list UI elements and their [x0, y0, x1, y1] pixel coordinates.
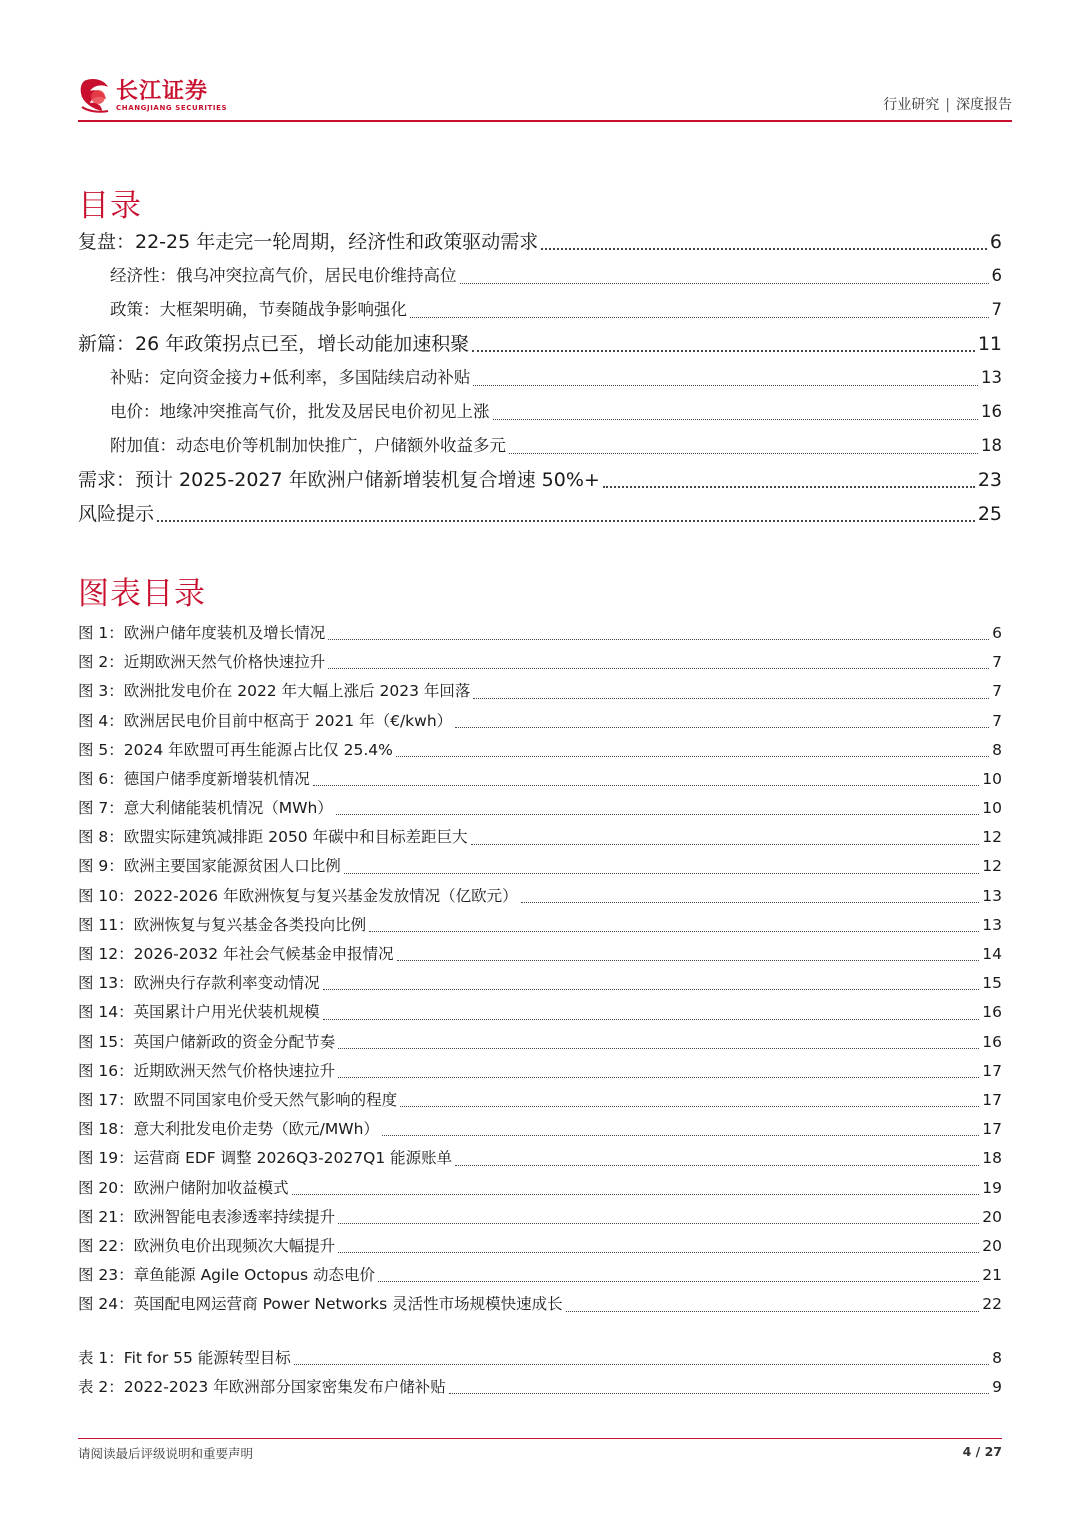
toc-entry-page: 25 [977, 503, 1002, 525]
toc-entry-page: 16 [981, 402, 1002, 421]
figure-entry-page: 20 [982, 1236, 1002, 1255]
toc-entry[interactable] [78, 361, 1002, 395]
figure-entry-page: 22 [982, 1295, 1002, 1314]
figure-entry-text: 图 1：欧洲户储年度装机及增长情况 [78, 623, 326, 642]
dot-leader [449, 1393, 989, 1394]
report-category [883, 94, 1012, 114]
dot-leader [509, 453, 978, 454]
figure-entry[interactable] [78, 619, 1002, 648]
toc-entry-text: 政策：大框架明确，节奏随战争影响强化 [110, 300, 407, 319]
figure-entry[interactable] [78, 823, 1002, 852]
figure-entry-text: 图 15：英国户储新政的资金分配节奏 [78, 1032, 336, 1051]
figure-entry-text: 图 16：近期欧洲天然气价格快速拉升 [78, 1061, 336, 1080]
figure-entry-text: 图 23：章鱼能源 Agile Octopus 动态电价 [78, 1266, 376, 1285]
toc-entry-text: 附加值：动态电价等机制加快推广，户储额外收益多元 [110, 436, 506, 455]
toc-entry-page: 6 [991, 266, 1002, 285]
category-label: 行业研究 [883, 97, 940, 113]
figure-entry[interactable] [78, 998, 1002, 1027]
page-number: 4 / 27 [962, 1444, 1002, 1459]
figure-entry[interactable] [78, 736, 1002, 765]
figure-entry-page: 19 [982, 1178, 1002, 1197]
figure-entry-page: 6 [992, 623, 1002, 642]
toc-entry[interactable] [78, 259, 1002, 293]
dot-leader [410, 317, 989, 318]
figure-list-title: 图表目录 [78, 576, 206, 612]
dot-leader [338, 1077, 979, 1078]
figure-entry[interactable] [78, 1174, 1002, 1203]
toc-entry-page: 11 [977, 333, 1002, 355]
toc-entry-text: 新篇：26 年政策拐点已至，增长动能加速积聚 [78, 333, 470, 355]
toc-entry-page: 7 [991, 300, 1002, 319]
toc-entry[interactable] [78, 225, 1002, 259]
toc-entry-text: 补贴：定向资金接力+低利率，多国陆续启动补贴 [110, 368, 471, 387]
table-entry-page: 8 [992, 1349, 1002, 1367]
figure-entry-page: 20 [982, 1207, 1002, 1226]
figure-entry[interactable] [78, 1144, 1002, 1173]
toc-entry-text: 复盘：22-25 年走完一轮周期，经济性和政策驱动需求 [78, 231, 539, 253]
toc-entry[interactable] [78, 327, 1002, 361]
figure-entry-page: 13 [982, 915, 1002, 934]
figure-entry-page: 12 [982, 857, 1002, 876]
toc-entry[interactable] [78, 293, 1002, 327]
figure-entry-page: 16 [982, 1003, 1002, 1022]
figure-entry-page: 17 [982, 1090, 1002, 1109]
dot-leader [471, 844, 980, 845]
toc-list [78, 225, 1002, 531]
figure-entry-page: 8 [992, 740, 1002, 759]
figure-entry-page: 7 [992, 653, 1002, 672]
dot-leader [157, 520, 975, 522]
figure-entry[interactable] [78, 940, 1002, 969]
table-entry-text: 表 2：2022-2023 年欧洲部分国家密集发布户储补贴 [78, 1378, 446, 1396]
figure-entry-page: 17 [982, 1120, 1002, 1139]
figure-entry-text: 图 6：德国户储季度新增装机情况 [78, 769, 310, 788]
figure-entry[interactable] [78, 1290, 1002, 1319]
dot-leader [400, 1106, 979, 1107]
figure-entry-text: 图 2：近期欧洲天然气价格快速拉升 [78, 653, 326, 672]
figure-entry-text: 图 13：欧洲央行存款利率变动情况 [78, 974, 320, 993]
figure-list [78, 619, 1002, 1320]
figure-entry[interactable] [78, 882, 1002, 911]
table-entry-page: 9 [992, 1378, 1002, 1396]
figure-entry-page: 13 [982, 886, 1002, 905]
dot-leader [472, 350, 975, 352]
table-entry-text: 表 1：Fit for 55 能源转型目标 [78, 1349, 291, 1367]
dot-leader [460, 283, 989, 284]
header-divider [78, 120, 1012, 122]
figure-entry-text: 图 4：欧洲居民电价目前中枢高于 2021 年（€/kwh） [78, 711, 453, 730]
logo-chinese-name: 长江证券 [116, 78, 209, 104]
toc-entry-page: 23 [977, 469, 1002, 491]
dot-leader [396, 756, 989, 757]
figure-entry-text: 图 20：欧洲户储附加收益模式 [78, 1178, 289, 1197]
figure-entry-page: 7 [992, 682, 1002, 701]
figure-entry[interactable] [78, 765, 1002, 794]
figure-entry[interactable] [78, 707, 1002, 736]
dot-leader [336, 814, 979, 815]
dot-leader [338, 1252, 979, 1253]
figure-entry-page: 10 [982, 769, 1002, 788]
figure-entry-page: 7 [992, 711, 1002, 730]
dot-leader [541, 248, 987, 250]
dot-leader [323, 1019, 980, 1020]
company-logo [78, 74, 227, 118]
toc-entry[interactable] [78, 429, 1002, 463]
figure-entry-text: 图 3：欧洲批发电价在 2022 年大幅上涨后 2023 年回落 [78, 682, 471, 701]
toc-entry-page: 18 [981, 436, 1002, 455]
figure-entry-page: 16 [982, 1032, 1002, 1051]
toc-entry[interactable] [78, 463, 1002, 497]
figure-entry-page: 10 [982, 799, 1002, 818]
dot-leader [455, 727, 989, 728]
dot-leader [382, 1135, 979, 1136]
figure-entry-page: 21 [982, 1266, 1002, 1285]
figure-entry-text: 图 12：2026-2032 年社会气候基金申报情况 [78, 945, 394, 964]
figure-entry-text: 图 10：2022-2026 年欧洲恢复与复兴基金发放情况（亿欧元） [78, 886, 518, 905]
toc-entry-text: 电价：地缘冲突推高气价，批发及居民电价初见上涨 [110, 402, 490, 421]
dot-leader [338, 1223, 979, 1224]
report-type-label: 深度报告 [956, 97, 1012, 113]
dot-leader [313, 785, 979, 786]
figure-entry-text: 图 5：2024 年欧盟可再生能源占比仅 25.4% [78, 740, 393, 759]
figure-entry-text: 图 18：意大利批发电价走势（欧元/MWh） [78, 1120, 379, 1139]
dot-leader [344, 873, 979, 874]
table-list [78, 1344, 1002, 1402]
dot-leader [328, 639, 989, 640]
dot-leader [338, 1048, 979, 1049]
dot-leader [323, 989, 980, 990]
figure-entry[interactable] [78, 1057, 1002, 1086]
dot-leader [378, 1281, 979, 1282]
toc-entry-text: 经济性：俄乌冲突拉高气价，居民电价维持高位 [110, 266, 457, 285]
figure-entry[interactable] [78, 1261, 1002, 1290]
table-entry[interactable] [78, 1373, 1002, 1402]
figure-entry-text: 图 8：欧盟实际建筑减排距 2050 年碳中和目标差距巨大 [78, 828, 468, 847]
figure-entry[interactable] [78, 1115, 1002, 1144]
figure-entry-page: 18 [982, 1149, 1002, 1168]
figure-entry-page: 12 [982, 828, 1002, 847]
footer-disclaimer: 请阅读最后评级说明和重要声明 [78, 1446, 254, 1461]
dot-leader [493, 419, 979, 420]
toc-entry-text: 需求：预计 2025-2027 年欧洲户储新增装机复合增速 50%+ [78, 469, 600, 491]
figure-entry[interactable] [78, 1028, 1002, 1057]
dot-leader [566, 1311, 980, 1312]
dot-leader [473, 698, 989, 699]
figure-entry[interactable] [78, 1086, 1002, 1115]
table-entry[interactable] [78, 1344, 1002, 1373]
figure-entry-text: 图 17：欧盟不同国家电价受天然气影响的程度 [78, 1090, 398, 1109]
figure-entry-text: 图 7：意大利储能装机情况（MWh） [78, 799, 333, 818]
dot-leader [328, 668, 989, 669]
figure-entry[interactable] [78, 853, 1002, 882]
dot-leader [294, 1364, 989, 1365]
figure-entry[interactable] [78, 911, 1002, 940]
figure-entry-page: 17 [982, 1061, 1002, 1080]
toc-entry-page: 13 [981, 368, 1002, 387]
figure-entry-text: 图 24：英国配电网运营商 Power Networks 灵活性市场规模快速成长 [78, 1295, 563, 1314]
figure-entry-text: 图 21：欧洲智能电表渗透率持续提升 [78, 1207, 336, 1226]
figure-entry-text: 图 19：运营商 EDF 调整 2026Q3-2027Q1 能源账单 [78, 1149, 453, 1168]
dot-leader [473, 385, 978, 386]
toc-entry[interactable] [78, 497, 1002, 531]
figure-entry[interactable] [78, 648, 1002, 677]
figure-entry[interactable] [78, 1203, 1002, 1232]
dot-leader [397, 960, 980, 961]
figure-entry-text: 图 9：欧洲主要国家能源贫困人口比例 [78, 857, 341, 876]
dot-leader [292, 1194, 980, 1195]
figure-entry[interactable] [78, 677, 1002, 706]
page-header [78, 74, 1012, 122]
figure-entry-page: 15 [982, 974, 1002, 993]
dot-leader [521, 902, 980, 903]
figure-entry-page: 14 [982, 945, 1002, 964]
toc-entry-text: 风险提示 [78, 503, 155, 525]
figure-entry-text: 图 14：英国累计户用光伏装机规模 [78, 1003, 320, 1022]
figure-entry[interactable] [78, 794, 1002, 823]
dot-leader [603, 486, 975, 488]
figure-entry-text: 图 22：欧洲负电价出现频次大幅提升 [78, 1236, 336, 1255]
dot-leader [369, 931, 979, 932]
toc-entry-page: 6 [989, 231, 1002, 253]
toc-title: 目录 [78, 188, 142, 224]
header-separator: | [945, 97, 950, 113]
toc-entry[interactable] [78, 395, 1002, 429]
dragon-logo-icon [78, 77, 112, 115]
figure-entry[interactable] [78, 1232, 1002, 1261]
figure-entry-text: 图 11：欧洲恢复与复兴基金各类投向比例 [78, 915, 367, 934]
footer-divider [78, 1438, 1002, 1439]
dot-leader [455, 1165, 979, 1166]
figure-entry[interactable] [78, 969, 1002, 998]
logo-english-name: CHANGJIANG SECURITIES [116, 103, 228, 112]
